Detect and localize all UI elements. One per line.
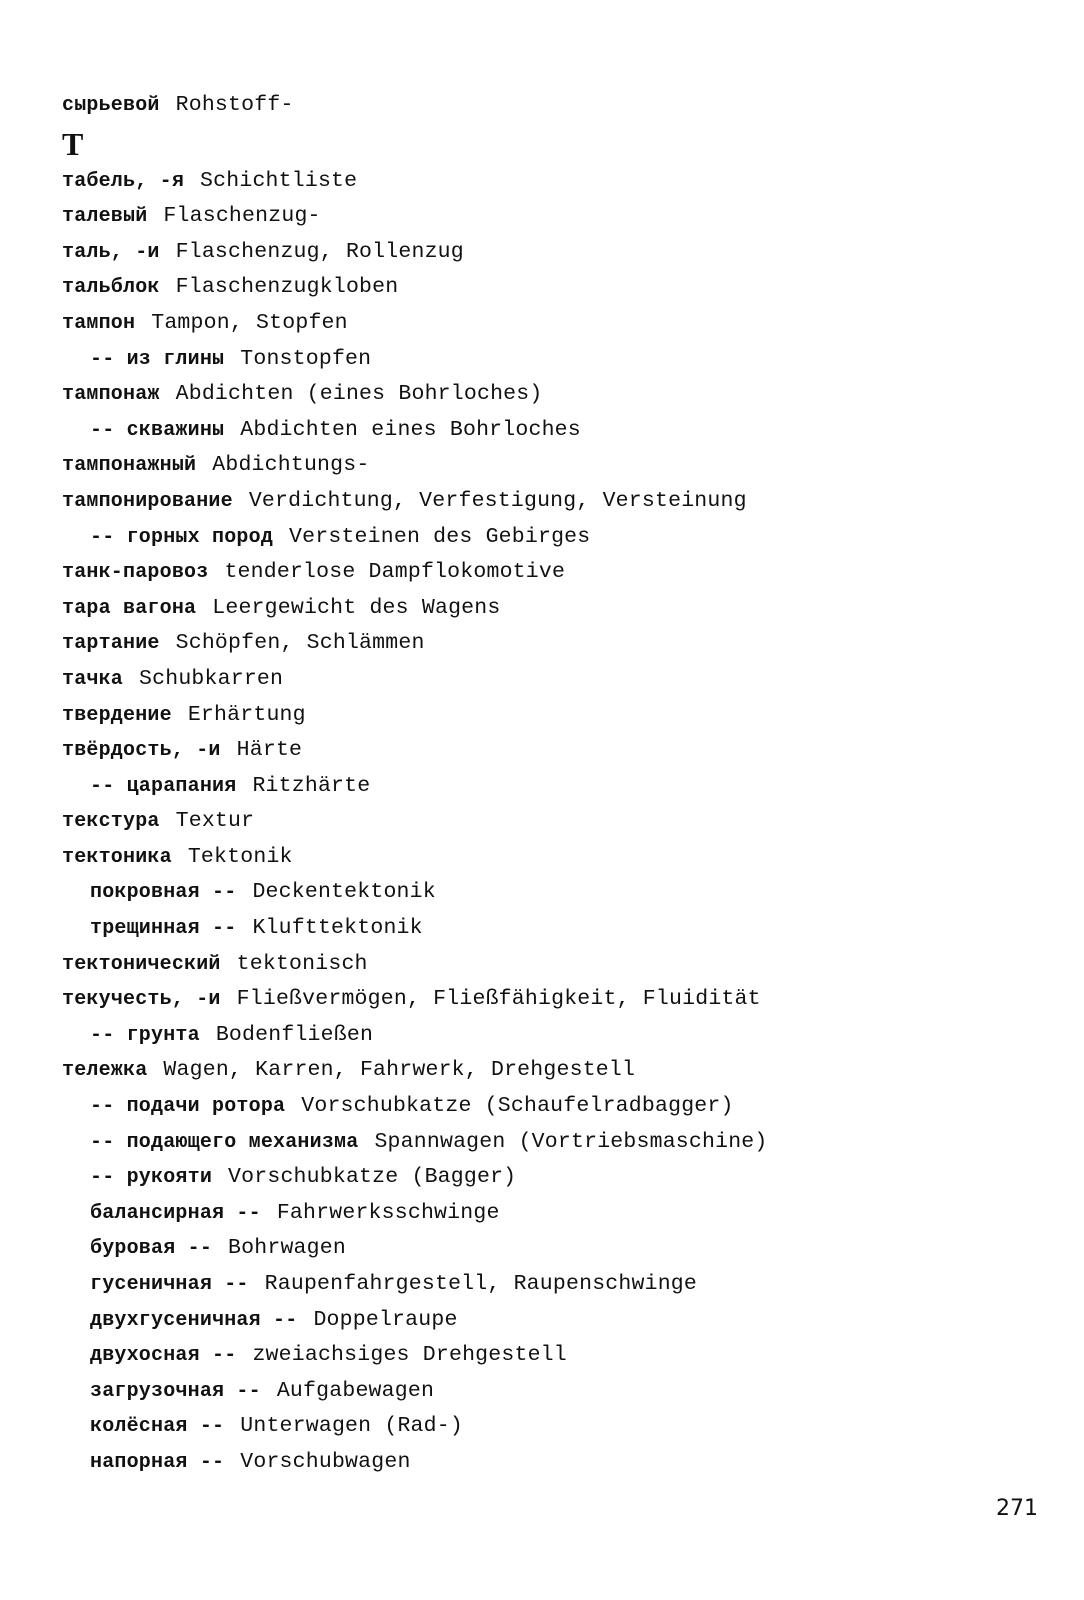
- dictionary-entry: [62, 484, 768, 520]
- german-translation: Flaschenzugkloben: [175, 275, 399, 300]
- russian-term: напорная --: [90, 1450, 225, 1474]
- german-translation: tektonisch: [236, 951, 368, 976]
- german-translation: Verdichtung, Verfestigung, Versteinung: [248, 488, 747, 513]
- german-translation: Flaschenzug, Rollenzug: [175, 239, 464, 264]
- russian-term: тальблок: [62, 276, 160, 300]
- german-translation: Tampon, Stopfen: [151, 310, 348, 335]
- russian-term: балансирная --: [90, 1201, 261, 1225]
- sub-entry: [62, 342, 768, 378]
- russian-term: тампонаж: [62, 383, 160, 407]
- german-translation: Fahrwerksschwinge: [276, 1200, 500, 1225]
- german-translation: zweiachsiges Drehgestell: [252, 1343, 567, 1368]
- german-translation: tenderlose Dampflokomotive: [224, 560, 566, 585]
- sub-entry: [62, 1374, 768, 1410]
- sub-entry: [62, 1125, 768, 1161]
- german-translation: Vorschubkatze (Schaufelradbagger): [301, 1094, 734, 1119]
- sub-entry: [62, 1445, 768, 1481]
- german-translation: Spannwagen (Vortriebsmaschine): [374, 1129, 768, 1154]
- sub-entry: [62, 1160, 768, 1196]
- german-translation: Tonstopfen: [240, 346, 372, 371]
- russian-term: -- рукояти: [90, 1166, 213, 1190]
- german-translation: Schubkarren: [139, 666, 284, 691]
- russian-term: танк-паровоз: [62, 561, 209, 585]
- german-translation: Deckentektonik: [252, 880, 436, 905]
- dictionary-entry: [62, 804, 768, 840]
- russian-term: -- грунта: [90, 1023, 200, 1047]
- russian-term: текучесть, -и: [62, 988, 221, 1012]
- russian-term: текстура: [62, 810, 160, 834]
- german-translation: Schöpfen, Schlämmen: [175, 631, 425, 656]
- german-translation: Schichtliste: [200, 168, 358, 193]
- russian-term: гусеничная --: [90, 1273, 249, 1296]
- german-translation: Vorschubwagen: [240, 1449, 411, 1474]
- russian-term: сырьевой: [62, 94, 160, 117]
- russian-term: колёсная --: [90, 1415, 225, 1439]
- russian-term: двухосная --: [90, 1344, 237, 1368]
- dictionary-entry: [62, 235, 768, 271]
- dictionary-entry: [62, 199, 768, 235]
- russian-term: буровая --: [90, 1237, 213, 1261]
- russian-term: -- горных пород: [90, 525, 274, 549]
- german-translation: Klufttektonik: [252, 916, 423, 941]
- dictionary-entry: [62, 1053, 768, 1089]
- sub-entry: [62, 1338, 768, 1374]
- german-translation: Abdichten (eines Bohrloches): [175, 382, 543, 407]
- german-translation: Tektonik: [187, 844, 293, 869]
- entry-list: [62, 88, 768, 1481]
- dictionary-entry: [62, 982, 768, 1018]
- russian-term: тара вагона: [62, 596, 197, 620]
- russian-term: тартание: [62, 632, 160, 656]
- sub-entry: [62, 875, 768, 911]
- dictionary-entry: [62, 377, 768, 413]
- sub-entry: [62, 1089, 768, 1125]
- russian-term: твёрдость, -и: [62, 739, 221, 763]
- german-translation: Doppelraupe: [313, 1307, 458, 1332]
- german-translation: Abdichtungs-: [212, 453, 370, 478]
- russian-term: тачка: [62, 667, 124, 691]
- russian-term: -- из глины: [90, 347, 225, 371]
- page-number: 271: [996, 1496, 1038, 1521]
- sub-entry: [62, 1231, 768, 1267]
- sub-entry: [62, 1018, 768, 1054]
- german-translation: Versteinen des Gebirges: [289, 524, 591, 549]
- dictionary-entry: [62, 626, 768, 662]
- russian-term: твердение: [62, 703, 172, 727]
- sub-entry: [62, 413, 768, 449]
- russian-term: -- скважины: [90, 418, 225, 442]
- russian-term: тампон: [62, 311, 136, 335]
- russian-term: трещинная --: [90, 917, 237, 941]
- german-translation: Unterwagen (Rad-): [240, 1414, 463, 1439]
- german-translation: Bohrwagen: [228, 1236, 346, 1261]
- dictionary-entry: [62, 840, 768, 876]
- dictionary-entry: [62, 591, 768, 627]
- russian-term: загрузочная --: [90, 1379, 261, 1403]
- russian-term: тележка: [62, 1059, 148, 1083]
- dictionary-entry: [62, 448, 768, 484]
- russian-term: тектонический: [62, 952, 221, 976]
- sub-entry: [62, 769, 768, 805]
- dictionary-entry: [62, 733, 768, 769]
- dictionary-entry: [62, 662, 768, 698]
- russian-term: тампонажный: [62, 454, 197, 478]
- german-translation: Rohstoff-: [175, 93, 294, 117]
- german-translation: Erhärtung: [187, 702, 306, 727]
- dictionary-entry: [62, 164, 768, 200]
- german-translation: Vorschubkatze (Bagger): [228, 1165, 517, 1190]
- sub-entry: [62, 1196, 768, 1232]
- dictionary-entry: [62, 947, 768, 983]
- german-translation: Raupenfahrgestell, Raupenschwinge: [264, 1272, 698, 1296]
- russian-term: -- царапания: [90, 774, 237, 798]
- dictionary-entry: [62, 698, 768, 734]
- german-translation: Wagen, Karren, Fahrwerk, Drehgestell: [163, 1058, 636, 1083]
- sub-entry: [62, 1267, 768, 1303]
- russian-term: -- подающего механизма: [90, 1130, 359, 1154]
- russian-term: тектоника: [62, 845, 172, 869]
- dictionary-entry: [62, 306, 768, 342]
- german-translation: Härte: [236, 738, 303, 763]
- sub-entry: [62, 1303, 768, 1339]
- russian-term: таль, -и: [62, 240, 160, 264]
- dictionary-entry: [62, 88, 768, 124]
- russian-term: -- подачи ротора: [90, 1095, 286, 1119]
- german-translation: Bodenfließen: [215, 1022, 374, 1047]
- russian-term: тампонирование: [62, 489, 233, 513]
- german-translation: Ritzhärte: [252, 773, 371, 798]
- sub-entry: [62, 911, 768, 947]
- german-translation: Abdichten eines Bohrloches: [240, 417, 581, 442]
- german-translation: Flaschenzug-: [163, 204, 321, 229]
- german-translation: Fließvermögen, Fließfähigkeit, Fluidität: [236, 987, 761, 1012]
- russian-term: покровная --: [90, 881, 237, 905]
- russian-term: табель, -я: [62, 169, 185, 193]
- german-translation: Leergewicht des Wagens: [212, 595, 501, 620]
- dictionary-entry: [62, 555, 768, 591]
- section-letter: Т: [62, 125, 84, 162]
- german-translation: Aufgabewagen: [276, 1378, 435, 1403]
- sub-entry: [62, 1409, 768, 1445]
- dictionary-entry: [62, 270, 768, 306]
- russian-term: двухгусеничная --: [90, 1308, 298, 1332]
- sub-entry: [62, 520, 768, 556]
- russian-term: талевый: [62, 205, 148, 229]
- german-translation: Textur: [175, 809, 255, 834]
